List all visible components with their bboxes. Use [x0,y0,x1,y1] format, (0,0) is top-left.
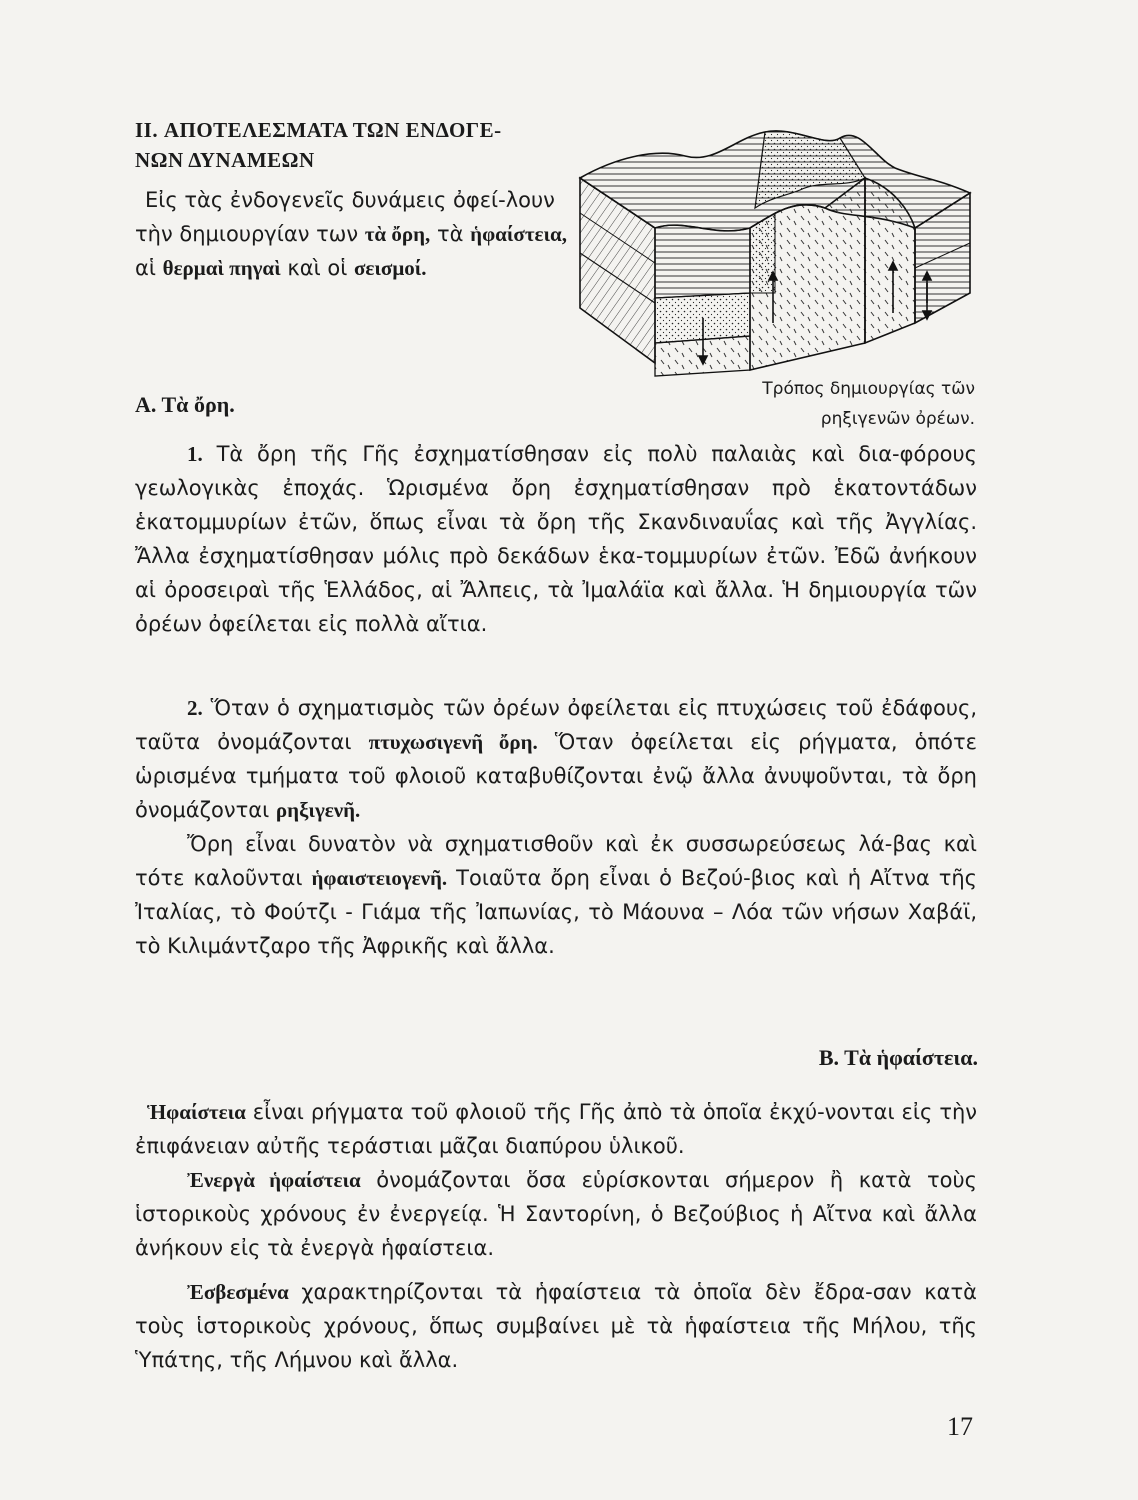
volcano-paragraph-3 [135,1275,977,1377]
section-heading-line1: II. ΑΠΟΤΕΛΕΣΜΑΤΑ ΤΩΝ ΕΝΔΟΓΕ- [135,118,502,142]
volcano-paragraph-3-text: χαρακτηρίζονται τὰ ἡφαίστεια τὰ ὁποῖα δὲν ἔδρα-σαν κατὰ τοὺς ἱστορικοὺς χρόνους, ὅπως συμβαίνει μὲ τὰ ἡφαίστεια τῆς Μήλου, τῆς Ὑπάτης, τῆς Λήμνου καὶ ἄλλα. [135,1280,977,1372]
volcano-paragraph-1-text: εἶναι ρήγματα τοῦ φλοιοῦ τῆς Γῆς ἀπὸ τὰ ὁποῖα ἐκχύ-νονται εἰς τὴν ἐπιφάνειαν αὐτῆς τεράστιαι μᾶζαι διαπύρου ὑλικοῦ. [135,1100,977,1158]
paragraph-1 [135,437,977,641]
figure-caption [640,374,975,434]
paragraph-3 [135,827,977,963]
intro-text-1: Εἰς τὰς ἐνδογενεῖς δυνάμεις ὀφεί-λουν τὴν δημιουργίαν των [135,188,555,246]
intro-text-4: καὶ οἱ [280,256,354,280]
figure-caption-line1: Τρόπος δημιουργίας τῶν [762,379,975,399]
section-heading-line2: ΝΩΝ ΔΥΝΑΜΕΩΝ [135,148,315,172]
intro-paragraph [135,183,575,285]
term-earthquakes: σεισμοί. [353,256,427,280]
subsection-a-title: Α. Τὰ ὄρη. [135,392,235,417]
volcano-paragraph-2 [135,1163,977,1265]
subsection-b-title: Β. Τὰ ἡφαίστεια. [818,1045,978,1070]
paragraph-2-text-b: Ὅταν ὀφείλεται εἰς ρήγματα, ὁπότε ὡρισμένα τμήματα τοῦ φλοιοῦ καταβυθίζονται ἐνῷ ἄλλα ἀνυψοῦνται, τὰ ὄρη ὀνομάζονται [135,730,977,822]
term-extinct-volcanoes: Ἐσβεσμένα [187,1280,289,1304]
term-volcanic-mountains: ἡφαιστειογενῆ. [311,866,448,890]
paragraph-2 [135,691,977,827]
term-fault-mountains: ρηξιγενῆ. [275,798,361,822]
intro-text-3: αἱ [135,256,163,280]
term-mountains: τὰ ὄρη, [364,222,431,246]
figure-caption-line2: ρηξιγενῶν ὀρέων. [820,409,975,429]
paragraph-3-text-a: Ὄρη εἶναι δυνατὸν νὰ σχηματισθοῦν καὶ ἐκ συσσωρεύσεως λά-βας καὶ τότε καλοῦνται [135,832,977,890]
term-fold-mountains: πτυχωσιγενῆ ὄρη. [368,730,538,754]
section-heading [135,115,575,175]
paragraph-2-text-a: Ὅταν ὁ σχηματισμὸς τῶν ὀρέων ὀφείλεται εἰς πτυχώσεις τοῦ ἐδάφους, ταῦτα ὀνομάζονται [135,696,977,754]
term-volcanoes-def: Ἡφαίστεια [147,1100,246,1124]
paragraph-3-text-b: Τοιαῦτα ὄρη εἶναι ὁ Βεζού-βιος καὶ ἡ Αἴτνα τῆς Ἰταλίας, τὸ Φούτζι - Γιάμα τῆς Ἰαπωνίας, τὸ Μάουνα – Λόα τῶν νήσων Χαβάϊ, τὸ Κιλιμάντζαρο τῆς Ἀφρικῆς καὶ ἄλλα. [135,866,977,958]
volcano-paragraph-2-text: ὀνομάζονται ὅσα εὑρίσκονται σήμερον ἢ κατὰ τοὺς ἱστορικοὺς χρόνους ἐν ἐνεργείᾳ. Ἡ Σαντορίνη, ὁ Βεζούβιος ἡ Αἴτνα καὶ ἄλλα ἀνήκουν εἰς τὰ ἐνεργὰ ἡφαίστεια. [135,1168,977,1260]
volcano-paragraph-1 [135,1095,977,1163]
paragraph-1-text: Τὰ ὄρη τῆς Γῆς ἐσχηματίσθησαν εἰς πολὺ παλαιὰς καὶ δια-φόρους γεωλογικὰς ἐποχάς. Ὡρισμένα ὄρη ἐσχηματίσθησαν πρὸ ἑκατοντάδων ἑκατομμυρίων ἐτῶν, ὅπως εἶναι τὰ ὄρη τῆς Σκανδιναυΐας καὶ τῆς Ἀγγλίας. Ἄλλα ἐσχηματίσθησαν μόλις πρὸ δεκάδων ἑκα-τομμυρίων ἐτῶν. Ἐδῶ ἀνήκουν αἱ ὀροσειραὶ τῆς Ἑλλάδος, αἱ Ἄλπεις, τὰ Ἰμαλάϊα καὶ ἄλλα. Ἡ δημιουργία τῶν ὀρέων ὀφείλεται εἰς πολλὰ αἴτια. [135,442,977,636]
paragraph-2-number: 2. [187,696,203,720]
paragraph-1-number: 1. [187,442,203,466]
page-number: 17 [947,1412,973,1441]
term-active-volcanoes: Ἐνεργὰ ἡφαίστεια [187,1168,361,1192]
intro-text-2: τὰ [430,222,471,246]
term-hot-springs: θερμαὶ πηγαὶ [162,256,281,280]
term-volcanoes: ἡφαίστεια, [470,222,567,246]
block-mountain-diagram [575,118,985,380]
